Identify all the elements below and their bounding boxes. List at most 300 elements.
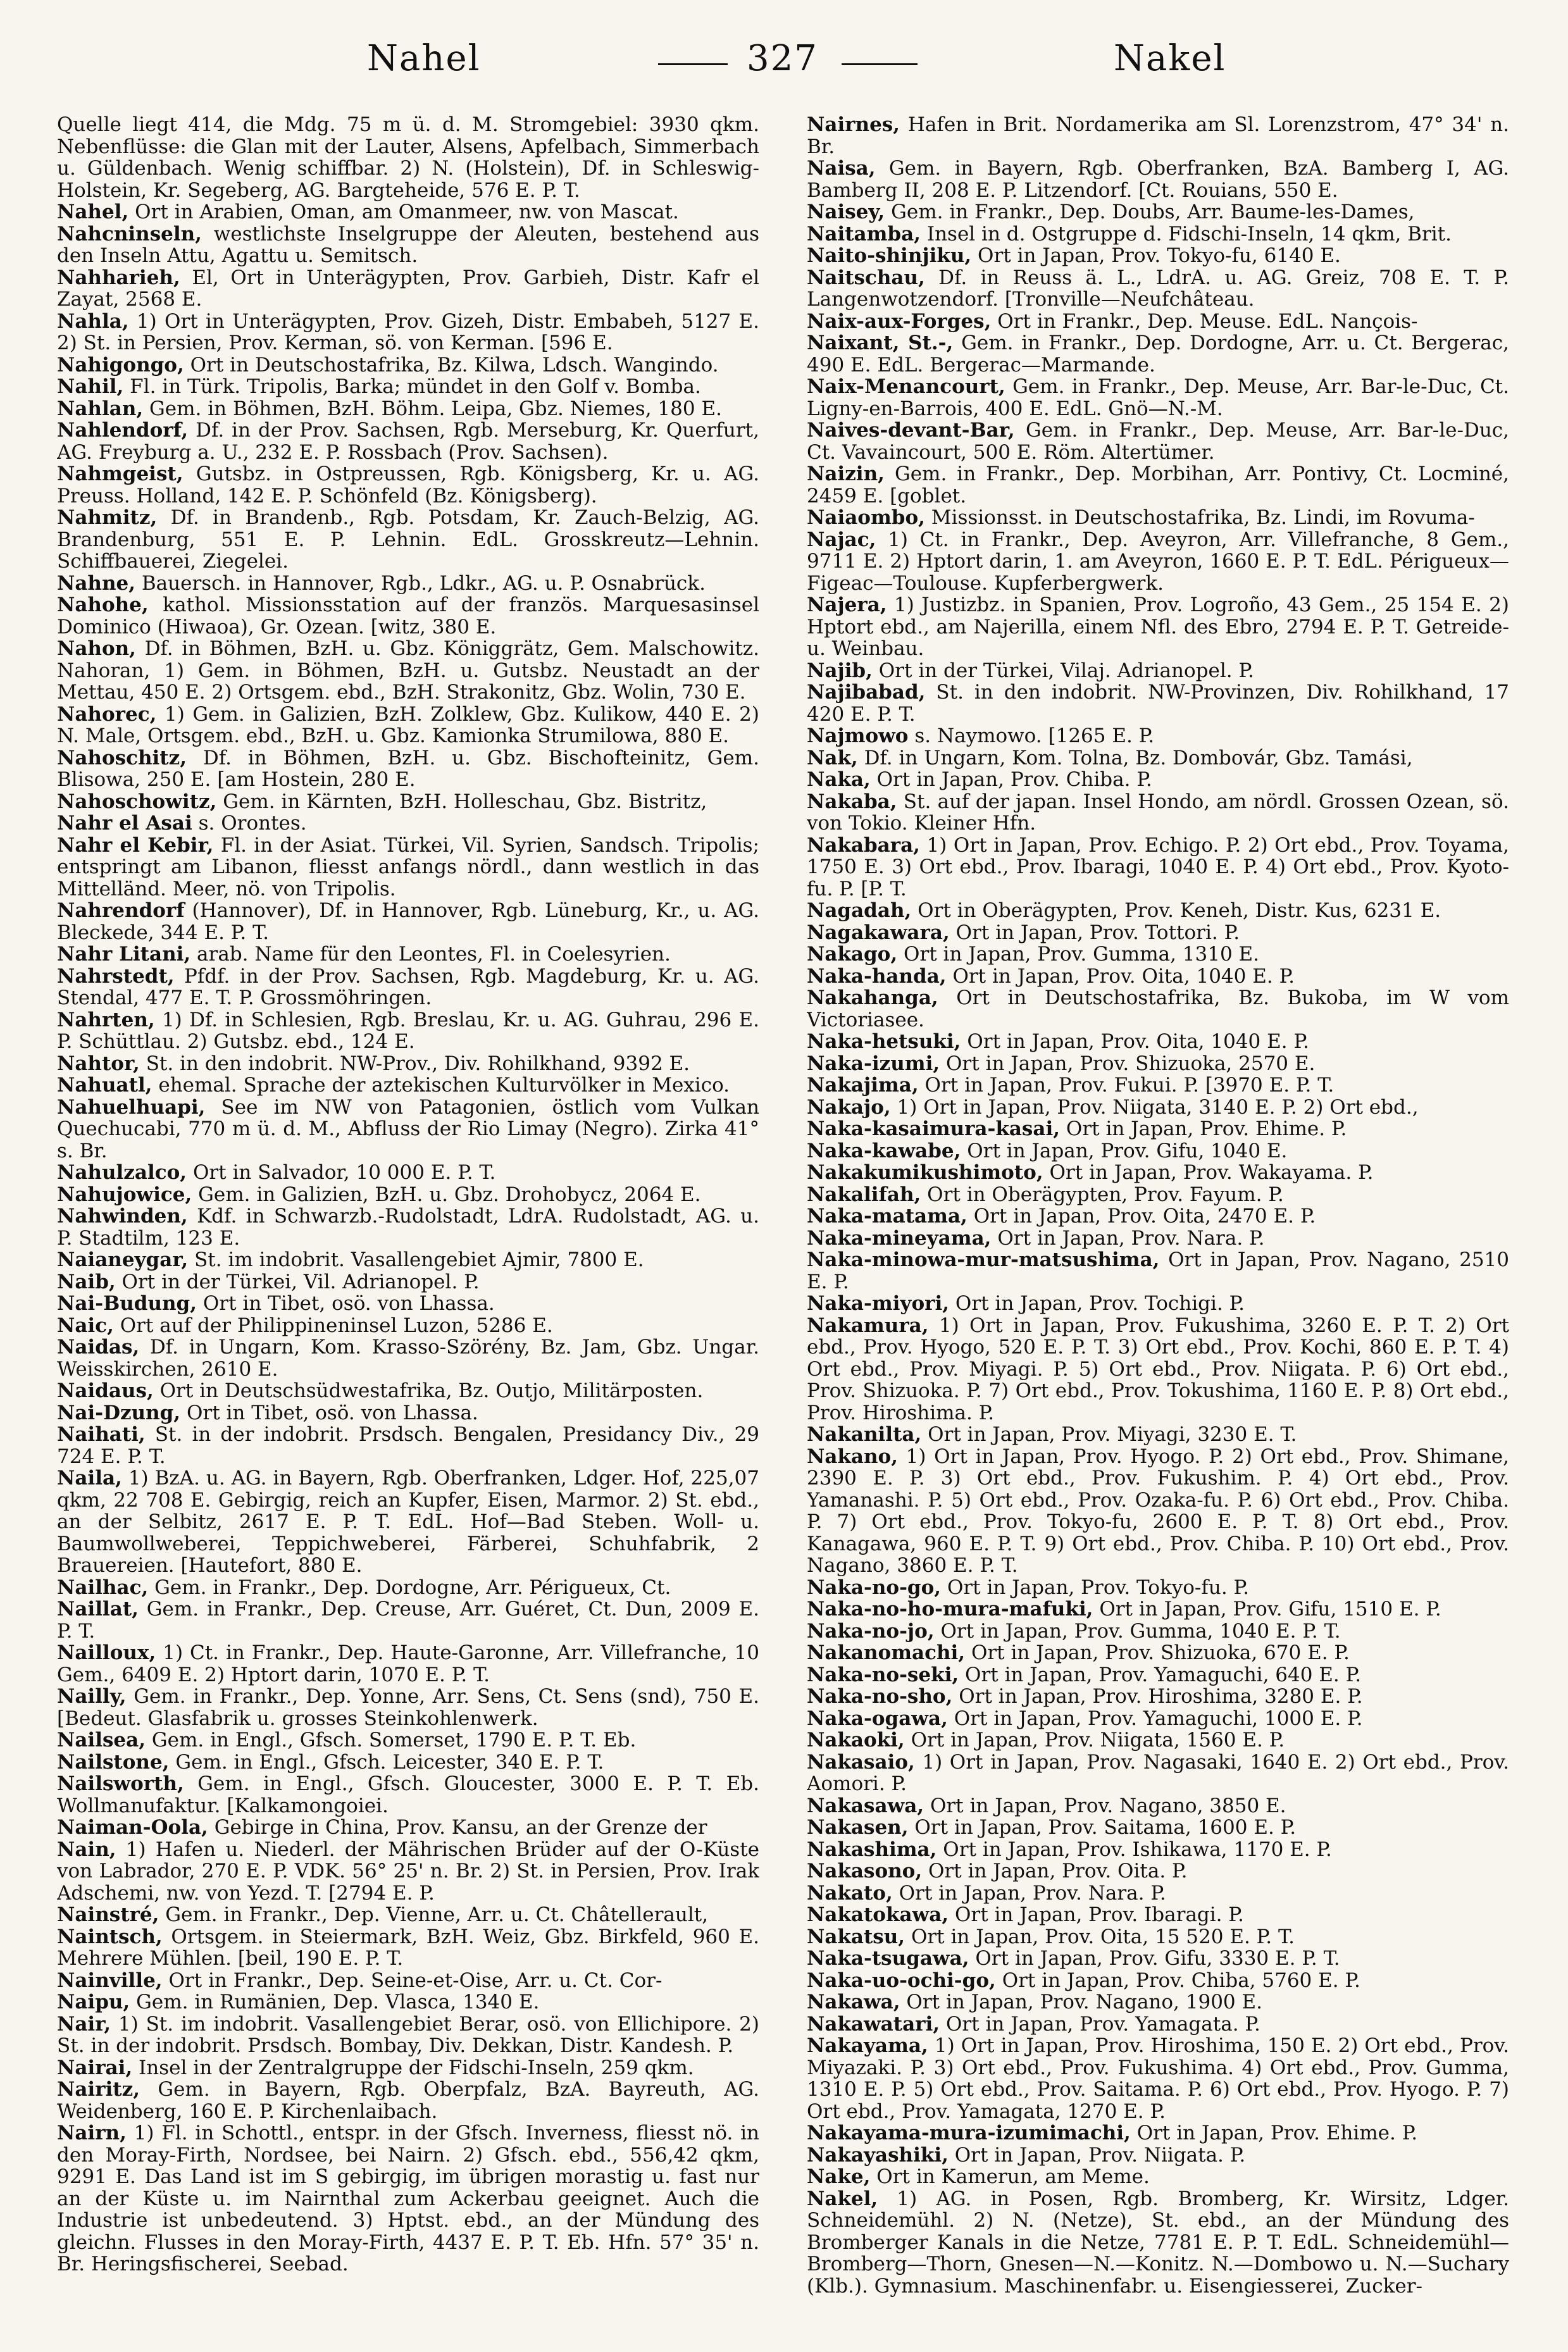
entry-headword: Naito-shinjiku, <box>807 244 972 267</box>
entry-text: Gem. in Bayern, Rgb. Oberpfalz, BzA. Bayreuth, AG. Weidenberg, 160 E. P. Kirchenlaibach. <box>57 2078 759 2123</box>
dictionary-entry <box>807 1642 1509 1664</box>
dictionary-entry <box>807 1948 1509 1970</box>
entry-headword: Nairn, <box>57 2122 127 2144</box>
entry-headword: Nakano, <box>807 1445 898 1468</box>
dictionary-entry <box>807 1293 1509 1315</box>
entry-headword: Naka-ogawa, <box>807 1707 948 1730</box>
entry-headword: Nakakumikushimoto, <box>807 1161 1043 1184</box>
entry-headword: Nairai, <box>57 2056 133 2079</box>
entry-headword: Naka-izumi, <box>807 1052 940 1075</box>
dictionary-entry <box>57 1642 759 1686</box>
entry-text: Pfdf. in der Prov. Sachsen, Rgb. Magdeburg, Kr. u. AG. Stendal, 477 E. T. P. Grossmöhringen. <box>57 964 759 1009</box>
entry-headword: Nahrstedt, <box>57 964 175 988</box>
entry-text: Ort in Japan, Prov. Yamaguchi, 640 E. P. <box>965 1663 1362 1686</box>
entry-headword: Nakajo, <box>807 1095 891 1119</box>
dictionary-entry <box>57 943 759 966</box>
entry-text: Ort in Japan, Prov. Nagano, 1900 E. <box>906 1991 1262 2013</box>
entry-headword: Nahon, <box>57 637 136 660</box>
entry-headword: Nahmgeist, <box>57 463 184 485</box>
entry-headword: Naka-matama, <box>807 1205 968 1228</box>
entry-text: Gem. in Bayern, Rgb. Oberfranken, BzA. Bamberg I, AG. Bamberg II, 208 E. P. Litzendorf. [Ct. Rouians, 550 E. <box>807 157 1509 202</box>
entry-headword: Nakawatari, <box>807 2012 940 2036</box>
dictionary-entry <box>57 354 759 376</box>
entry-headword: Nai-Budung, <box>57 1292 197 1315</box>
dictionary-entry <box>807 747 1509 769</box>
dictionary-entry <box>807 507 1509 529</box>
entry-headword: Nair, <box>57 2012 111 2036</box>
entry-text: Gem. in Frankr., Dep. Doubs, Arr. Baume-les-Dames, <box>891 201 1415 223</box>
dictionary-entry <box>57 900 759 943</box>
dictionary-entry <box>807 529 1509 595</box>
entry-text: Gem. in Kärnten, BzH. Holleschau, Gbz. Bistritz, <box>223 790 707 813</box>
entry-text: Ort in Japan, Prov. Saitama, 1600 E. P. <box>914 1816 1297 1839</box>
dictionary-entry <box>57 1380 759 1402</box>
entry-headword: Nahorec, <box>57 702 157 726</box>
dictionary-entry <box>807 1752 1509 1795</box>
entry-headword: Naianeygar, <box>57 1248 189 1271</box>
entry-headword: Nainville, <box>57 1969 163 1992</box>
dictionary-entry <box>807 1970 1509 1992</box>
entry-headword: Nahoschitz, <box>57 746 187 769</box>
entry-text: Ort in Japan, Prov. Nagano, 3850 E. <box>930 1794 1286 1817</box>
entry-text: Hafen in Brit. Nordamerika am Sl. Lorenzstrom, 47° 34' n. Br. <box>807 114 1509 158</box>
entry-text: Ort in Japan, Prov. Shizuoka, 670 E. P. <box>971 1641 1350 1664</box>
entry-text: 1) Gem. in Galizien, BzH. Zolklew, Gbz. Kulikow, 440 E. 2) N. Male, Ortsgem. ebd., BzH. u. Gbz. Kamionka Strumilowa, 880 E. <box>57 702 759 747</box>
entry-text: Ort in Tibet, osö. von Lhassa. <box>186 1401 478 1424</box>
entry-headword: Nakasono, <box>807 1860 923 1882</box>
dictionary-entry <box>807 1205 1509 1228</box>
entry-headword: Nakashima, <box>807 1838 937 1861</box>
entry-text: 1) Ort in Japan, Prov. Echigo. P. 2) Ort ebd., Prov. Toyama, 1750 E. 3) Ort ebd., Prov. Ibaragi, 1040 E. P. 4) Ort ebd., Prov. Kyoto-fu. P. [P. T. <box>807 833 1509 900</box>
entry-text: Ort in Japan, Prov. Gumma, 1310 E. <box>904 943 1260 966</box>
entry-text: Kdf. in Schwarzb.-Rudolstadt, LdrA. Rudolstadt, AG. u. P. Stadtilm, 123 E. <box>57 1205 759 1250</box>
dictionary-entry <box>57 1293 759 1315</box>
entry-headword: Naidaus, <box>57 1379 154 1402</box>
entry-text: 1) Ort in Japan, Prov. Hiroshima, 150 E. 2) Ort ebd., Prov. Miyazaki. P. 3) Ort ebd., Prov. Fukushima. 4) Ort ebd., Prov. Gumma, 1310 E. P. 5) Ort ebd., Prov. Saitama. P. 6) Ort ebd., Prov. Hyogo. P. 7) Ort ebd., Prov. Yamagata, 1270 E. P. <box>807 2034 1509 2123</box>
entry-headword: Naitschau, <box>807 266 925 289</box>
entry-text: Df. in der Prov. Sachsen, Rgb. Merseburg, Kr. Querfurt, AG. Freyburg a. U., 232 E. P. Rossbach (Prov. Sachsen). <box>57 419 759 464</box>
entry-headword: Najmowo <box>807 725 909 747</box>
dictionary-entry <box>807 769 1509 791</box>
entry-text: Gem. in Frankr., Dep. Meuse, Arr. Bar-le-Duc, Ct. Ligny-en-Barrois, 400 E. EdL. Gnö—N.-M. <box>807 375 1509 420</box>
dictionary-entry <box>57 507 759 573</box>
dictionary-entry <box>807 1817 1509 1839</box>
dictionary-entry <box>57 1315 759 1337</box>
entry-headword: Nakayashiki, <box>807 2143 949 2167</box>
entry-headword: Nakahanga, <box>807 986 938 1009</box>
dictionary-entry <box>807 1839 1509 1861</box>
dictionary-entry <box>807 332 1509 376</box>
entry-text: 1) Df. in Schlesien, Rgb. Breslau, Kr. u. AG. Guhrau, 296 E. P. Schüttlau. 2) Gutsbz. ebd., 124 E. <box>57 1008 759 1053</box>
dictionary-entry <box>57 1467 759 1577</box>
entry-text: Missionsst. in Deutschostafrika, Bz. Lindi, im Rovuma- <box>931 506 1475 529</box>
entry-headword: Najibabad, <box>807 681 926 704</box>
entry-text: Ort in Japan, Prov. Oita. P. <box>928 1860 1188 1882</box>
entry-text: Ort in Oberägypten, Prov. Keneh, Distr. Kus, 6231 E. <box>918 899 1441 922</box>
entry-text: 1) AG. in Posen, Rgb. Bromberg, Kr. Wirsitz, Ldger. Schneidemühl. 2) N. (Netze), St. ebd., an der Mündung des Bromberger Kanals in die Netze, 7781 E. P. T. EdL. Schneidemühl—Bromberg—Thorn, Gnesen—N.—Konitz. N.—Dombowo u. N.—Suchary (Klb.). Gymnasium. Maschinenfabr. u. Eisengiesserei, Zucker- <box>807 2187 1509 2298</box>
dictionary-entry <box>807 681 1509 725</box>
dictionary-entry <box>807 2013 1509 2036</box>
entry-text: 1) Ort in Unterägypten, Prov. Gizeh, Distr. Embabeh, 5127 E. 2) St. in Persien, Prov. Kerman, sö. von Kerman. [596 E. <box>57 309 759 354</box>
dictionary-entry <box>57 594 759 638</box>
dictionary-entry <box>57 1991 759 2013</box>
dictionary-entry <box>807 463 1509 507</box>
dictionary-entry <box>807 1904 1509 1926</box>
entry-text: Ort in Japan, Prov. Ibaragi. P. <box>954 1903 1244 1926</box>
entry-headword: Nakayama, <box>807 2034 928 2057</box>
entry-headword: Naka-minowa-mur-matsushima, <box>807 1248 1160 1271</box>
entry-headword: Nakawa, <box>807 1991 900 2013</box>
dictionary-entry <box>807 1074 1509 1097</box>
entry-text: Ort in Japan, Prov. Shizuoka, 2570 E. <box>946 1052 1316 1075</box>
entry-text: (Hannover), Df. in Hannover, Rgb. Lüneburg, Kr., u. AG. Bleckede, 344 E. P. T. <box>57 899 759 944</box>
entry-text: Ort in Frankr., Dep. Meuse. EdL. Nançois- <box>997 309 1418 333</box>
entry-text: Gem. in Böhmen, BzH. Böhm. Leipa, Gbz. Niemes, 180 E. <box>149 397 722 420</box>
entry-headword: Nain, <box>57 1838 116 1861</box>
entry-text: Ort in Japan, Prov. Miyagi, 3230 E. T. <box>928 1423 1297 1446</box>
entry-headword: Nakaoki, <box>807 1729 905 1752</box>
entry-text: Ort in Oberägypten, Prov. Fayum. P. <box>927 1183 1284 1206</box>
dictionary-entry <box>807 943 1509 966</box>
dictionary-entry <box>807 1664 1509 1686</box>
dictionary-entry <box>807 223 1509 246</box>
dictionary-entry <box>807 900 1509 922</box>
dictionary-entry <box>57 791 759 813</box>
entry-text: 1) Ort in Japan, Prov. Hyogo. P. 2) Ort ebd., Prov. Shimane, 2390 E. P. 3) Ort ebd., Prov. Fukushim. P. 4) Ort ebd., Prov. Yamanashi. P. 5) Ort ebd., Prov. Ozaka-fu. P. 6) Ort ebd., Prov. Chiba. P. 7) Ort ebd., Prov. Tokyo-fu, 2600 E. P. T. 8) Ort ebd., Prov. Kanagawa, 960 E. P. T. 9) Ort ebd., Prov. Chiba. P. 10) Ort ebd., Prov. Nagano, 3860 E. P. T. <box>807 1445 1509 1577</box>
entry-headword: Nakabara, <box>807 833 920 857</box>
entry-text: Ort in Japan, Prov. Oita, 2470 E. P. <box>973 1205 1316 1228</box>
entry-headword: Naic, <box>57 1314 114 1337</box>
entry-text: Ort in Japan, Prov. Oita, 1040 E. P. <box>952 964 1295 988</box>
entry-text: See im NW von Patagonien, östlich vom Vulkan Quechucabi, 770 m ü. d. M., Abfluss der Rio Limay (Negro). Zirka 41° s. Br. <box>57 1095 759 1162</box>
entry-text: westlichste Inselgruppe der Aleuten, bestehend aus den Inseln Attu, Agattu u. Semitsch. <box>57 222 759 267</box>
entry-headword: Nainstré, <box>57 1903 159 1926</box>
entry-headword: Nahohe, <box>57 594 149 616</box>
entry-headword: Nahulzalco, <box>57 1161 187 1184</box>
entry-headword: Naka-hetsuki, <box>807 1030 961 1053</box>
dictionary-entry <box>807 1031 1509 1053</box>
entry-text: s. Naymowo. [1265 E. P. <box>914 725 1155 747</box>
dictionary-entry <box>57 1926 759 1970</box>
entry-text: Fl. in der Asiat. Türkei, Vil. Syrien, Sandsch. Tripolis; entspringt am Libanon, fliesst anfangs nördl., dann westlich in das Mittelländ. Meer, nö. von Tripolis. <box>57 833 759 900</box>
entry-text: 1) Fl. in Schottl., entspr. in der Gfsch. Inverness, fliesst nö. in den Moray-Firth, Nordsee, bei Nairn. 2) Gfsch. ebd., 556,42 qkm, 9291 E. Das Land ist im S gebirgig, im übrigen morastig u. fast nur an der Küste u. im Nairnthal zum Ackerbau geeignet. Auch die Industrie ist unbedeutend. 3) Hptst. ebd., an der Mündung des gleichn. Flusses in den Moray-Firth, 4437 E. P. T. Eb. Hfn. 57° 35' n. Br. Heringsfischerei, Seebad. <box>57 2122 759 2275</box>
entry-headword: Nakamura, <box>807 1314 929 1337</box>
dictionary-entry <box>807 791 1509 835</box>
entry-headword: Naka-handa, <box>807 964 947 988</box>
right-column <box>807 114 1509 2329</box>
dictionary-entry <box>57 201 759 223</box>
entry-text: Ort in Salvador, 10 000 E. P. T. <box>192 1161 496 1184</box>
dictionary-entry <box>57 704 759 747</box>
dictionary-entry <box>57 573 759 595</box>
entry-text: s. Orontes. <box>198 812 307 835</box>
entry-text: Df. in Ungarn, Kom. Tolna, Bz. Dombovár, Gbz. Tamási, <box>864 746 1413 769</box>
entry-headword: Nakaba, <box>807 790 897 813</box>
entry-text: Gem. in Frankr., Dep. Dordogne, Arr. Périgueux, Ct. <box>154 1576 671 1599</box>
dictionary-entry <box>57 114 759 201</box>
entry-text: Df. in Brandenb., Rgb. Potsdam, Kr. Zauch-Belzig, AG. Brandenburg, 551 E. P. Lehnin. EdL. Grosskreutz—Lehnin. Schiffbauerei, Ziegelei. <box>57 506 759 573</box>
entry-headword: Naka-mineyama, <box>807 1226 992 1250</box>
entry-text: Gem. in Rumänien, Dep. Vlasca, 1340 E. <box>136 1991 540 2013</box>
entry-text: Ort in Japan, Prov. Nara. P. <box>899 1881 1166 1905</box>
entry-headword: Nahla, <box>57 309 129 333</box>
dictionary-entry <box>807 1882 1509 1905</box>
entry-text: Gebirge in China, Prov. Kansu, an der Grenze der <box>214 1816 707 1839</box>
entry-text: 1) Ct. in Frankr., Dep. Aveyron, Arr. Villefranche, 8 Gem., 9711 E. 2) Hptort darin, 1. am Aveyron, 1660 E. P. T. EdL. Périgueux—Figeac—Toulouse. Kupferbergwerk. <box>807 528 1509 595</box>
entry-text: St. auf der japan. Insel Hondo, am nördl. Grossen Ozean, sö. von Tokio. Kleiner Hfn. <box>807 790 1509 835</box>
dictionary-entry <box>57 2057 759 2079</box>
dictionary-entry <box>807 1729 1509 1752</box>
entry-text: Ort in Japan, Prov. Chiba, 5760 E. P. <box>1002 1969 1360 1992</box>
dictionary-entry <box>57 1686 759 1729</box>
dictionary-entry <box>807 114 1509 158</box>
dictionary-entry <box>807 2122 1509 2144</box>
left-column <box>57 114 759 2329</box>
dictionary-entry <box>807 2035 1509 2122</box>
entry-text: Gem. in Frankr., Dep. Dordogne, Arr. u. Ct. Bergerac, 490 E. EdL. Bergerac—Marmande. <box>807 332 1509 376</box>
entry-text: Ort in Japan, Prov. Yamagata. P. <box>945 2012 1260 2036</box>
dictionary-entry <box>57 835 759 900</box>
entry-text: Ort in Japan, Prov. Gifu, 1040 E. <box>967 1139 1288 1162</box>
entry-text: Fl. in Türk. Tripolis, Barka; mündet in den Golf v. Bomba. <box>130 375 701 398</box>
entry-text: St. in den indobrit. NW-Provinzen, Div. Rohilkhand, 17 420 E. P. T. <box>807 681 1509 726</box>
entry-headword: Naiaombo, <box>807 506 925 529</box>
entry-text: Gem. in Engl., Gfsch. Somerset, 1790 E. P. T. Eb. <box>151 1729 637 1752</box>
entry-text: Ort in Deutschsüdwestafrika, Bz. Outjo, Militärposten. <box>159 1379 704 1402</box>
entry-headword: Nahujowice, <box>57 1183 192 1206</box>
entry-text: Ort in der Türkei, Vilaj. Adrianopel. P. <box>878 659 1254 682</box>
dictionary-entry <box>807 1140 1509 1162</box>
dictionary-entry <box>807 1315 1509 1424</box>
entry-headword: Naila, <box>57 1467 122 1490</box>
entry-headword: Nailloux, <box>57 1641 156 1664</box>
dictionary-entry <box>57 966 759 1009</box>
entry-text: Ort in Japan, Prov. Ehime. P. <box>1136 2122 1418 2144</box>
dictionary-entry <box>807 1249 1509 1293</box>
entry-text: Ort in Deutschostafrika, Bz. Kilwa, Ldsch. Wangindo. <box>190 353 719 376</box>
entry-headword: Naives-devant-Bar, <box>807 419 1015 442</box>
entry-headword: Nakel, <box>807 2187 878 2210</box>
dictionary-entry <box>57 1970 759 1992</box>
dictionary-entry <box>57 1839 759 1905</box>
entry-text: Ortsgem. in Steiermark, BzH. Weiz, Gbz. Birkfeld, 960 E. Mehrere Mühlen. [beil, 190 E. P. T. <box>57 1925 759 1970</box>
dictionary-entry <box>807 1097 1509 1119</box>
entry-headword: Nahil, <box>57 375 124 398</box>
entry-headword: Nahwinden, <box>57 1205 188 1228</box>
entry-headword: Nailly, <box>57 1685 127 1708</box>
entry-headword: Nakanilta, <box>807 1423 922 1446</box>
entry-headword: Nakasen, <box>807 1816 909 1839</box>
entry-headword: Naintsch, <box>57 1925 163 1948</box>
entry-text: 1) Ort in Japan, Prov. Niigata, 3140 E. P. 2) Ort ebd., <box>897 1095 1419 1119</box>
entry-text: Ort in Japan, Prov. Oita, 1040 E. P. <box>967 1030 1309 1053</box>
entry-headword: Nairitz, <box>57 2078 140 2101</box>
entry-headword: Nakajima, <box>807 1074 919 1097</box>
dictionary-entry <box>57 1773 759 1817</box>
entry-text: Ort in Deutschostafrika, Bz. Bukoba, im W vom Victoriasee. <box>807 986 1509 1031</box>
dictionary-entry <box>57 223 759 267</box>
entry-text: Ort in Japan, Prov. Gumma, 1040 E. P. T. <box>940 1619 1341 1643</box>
dictionary-entry <box>57 1336 759 1380</box>
dictionary-entry <box>807 1446 1509 1577</box>
entry-text: Gem. in Engl., Gfsch. Leicester, 340 E. P. T. <box>175 1750 604 1774</box>
entry-headword: Najac, <box>807 528 876 551</box>
dictionary-entry <box>57 1053 759 1075</box>
entry-text: Gutsbz. in Ostpreussen, Rgb. Königsberg, Kr. u. AG. Preuss. Holland, 142 E. P. Schönfeld (Bz. Königsberg). <box>57 463 759 507</box>
dictionary-entry <box>807 1424 1509 1446</box>
entry-text: Ort in Japan, Prov. Chiba. P. <box>876 768 1152 791</box>
entry-text: Ort in Japan, Prov. Oita, 15 520 E. P. T. <box>911 1925 1295 1948</box>
entry-headword: Nahlan, <box>57 397 144 420</box>
entry-headword: Naidas, <box>57 1336 140 1359</box>
dictionary-entry <box>807 922 1509 944</box>
entry-text: Ort in Japan, Prov. Nara. P. <box>997 1226 1265 1250</box>
dictionary-entry <box>57 1074 759 1097</box>
entry-text: Ort in Japan, Prov. Hiroshima, 3280 E. P. <box>959 1685 1363 1708</box>
entry-text: Df. in Böhmen, BzH. u. Gbz. Bischofteinitz, Gem. Blisowa, 250 E. [am Hostein, 280 E. <box>57 746 759 791</box>
dictionary-entry <box>57 1097 759 1162</box>
entry-text: kathol. Missionsstation auf der französ. Marquesasinsel Dominico (Hiwaoa), Gr. Ozean. [witz, 380 E. <box>57 594 759 638</box>
dictionary-entry <box>807 245 1509 267</box>
entry-headword: Naillat, <box>57 1598 139 1621</box>
dictionary-entry <box>57 1009 759 1053</box>
entry-headword: Naka-kasaimura-kasai, <box>807 1117 1061 1140</box>
entry-text: Ort in Tibet, osö. von Lhassa. <box>202 1292 495 1315</box>
entry-headword: Nahoschowitz, <box>57 790 217 813</box>
entry-text: Gem. in Frankr., Dep. Morbihan, Arr. Pontivy, Ct. Locminé, 2459 E. [goblet. <box>807 463 1509 507</box>
entry-text: 1) Ort in Japan, Prov. Fukushima, 3260 E. P. T. 2) Ort ebd., Prov. Hyogo, 520 E. P. T. 3) Ort ebd., Prov. Kochi, 860 E. P. T. 4) Ort ebd., Prov. Miyagi. P. 5) Ort ebd., Prov. Niigata. P. 6) Ort ebd., Prov. Shizuoka. P. 7) Ort ebd., Prov. Tokushima, 1160 E. P. 8) Ort ebd., Prov. Hiroshima. P. <box>807 1314 1509 1424</box>
dictionary-entry <box>57 267 759 311</box>
dictionary-entry <box>57 1904 759 1926</box>
entry-headword: Nahr el Asai <box>57 812 192 835</box>
dictionary-entry <box>57 1817 759 1839</box>
entry-headword: Naka-no-ho-mura-mafuki, <box>807 1598 1093 1621</box>
entry-text: Gem. in Frankr., Dep. Yonne, Arr. Sens, Ct. Sens (snd), 750 E. [Bedeut. Glasfabrik u. grosses Steinkohlenwerk. <box>57 1685 759 1730</box>
dictionary-entry <box>57 1402 759 1424</box>
dictionary-entry <box>807 1991 1509 2013</box>
entry-text: Ort in Frankr., Dep. Seine-et-Oise, Arr. u. Ct. Cor- <box>168 1969 663 1992</box>
dictionary-entry <box>57 1424 759 1467</box>
entry-text: Insel in d. Ostgruppe d. Fidschi-Inseln, 14 qkm, Brit. <box>926 222 1452 246</box>
entry-text: Ort in Japan, Prov. Fukui. P. [3970 E. P. T. <box>924 1074 1335 1097</box>
entry-text: Ort in Japan, Prov. Wakayama. P. <box>1049 1161 1374 1184</box>
entry-text: ehemal. Sprache der aztekischen Kulturvölker in Mexico. <box>158 1074 730 1097</box>
dictionary-entry <box>807 1184 1509 1206</box>
dictionary-entry <box>57 1162 759 1184</box>
dictionary-entry <box>807 201 1509 223</box>
entry-headword: Nai-Dzung, <box>57 1401 181 1424</box>
entry-headword: Naihati, <box>57 1423 146 1446</box>
dictionary-entry <box>57 638 759 704</box>
entry-headword: Nailstone, <box>57 1750 170 1774</box>
dictionary-entry <box>807 1795 1509 1817</box>
entry-headword: Nahel, <box>57 201 129 223</box>
entry-headword: Nakato, <box>807 1881 893 1905</box>
entry-text: Ort in Japan, Prov. Ishikawa, 1170 E. P. <box>943 1838 1332 1861</box>
dictionary-entry <box>807 1860 1509 1882</box>
entry-headword: Nakanomachi, <box>807 1641 966 1664</box>
dictionary-entry <box>807 835 1509 900</box>
entry-headword: Nakasaio, <box>807 1750 915 1774</box>
entry-headword: Nahrendorf <box>57 899 185 922</box>
entry-headword: Naiman-Oola, <box>57 1816 208 1839</box>
dictionary-entry <box>807 1708 1509 1730</box>
entry-text: Ort in Japan, Prov. Niigata, 1560 E. P. <box>911 1729 1285 1752</box>
dictionary-entry <box>57 398 759 420</box>
entry-text: 1) Ct. in Frankr., Dep. Haute-Garonne, Arr. Villefranche, 10 Gem., 6409 E. 2) Hptort darin, 1070 E. P. T. <box>57 1641 759 1686</box>
entry-headword: Nailsworth, <box>57 1772 184 1795</box>
entry-headword: Naka-no-jo, <box>807 1619 935 1643</box>
dictionary-entry <box>57 1729 759 1752</box>
entry-headword: Naizin, <box>807 463 885 485</box>
entry-text: 1) St. im indobrit. Vasallengebiet Berar, osö. von Ellichipore. 2) St. in der indobrit. Prsdsch. Bombay, Div. Dekkan, Distr. Kandesh. P. <box>57 2012 759 2057</box>
entry-text: Ort in Arabien, Oman, am Omanmeer, nw. von Mascat. <box>135 201 679 223</box>
entry-headword: Nahuatl, <box>57 1074 152 1097</box>
entry-headword: Naka-tsugawa, <box>807 1947 969 1970</box>
dictionary-entry <box>57 420 759 463</box>
entry-headword: Naka-no-seki, <box>807 1663 959 1686</box>
dictionary-entry <box>807 1228 1509 1250</box>
entry-text: St. in der indobrit. Prsdsch. Bengalen, Presidancy Div., 29 724 E. P. T. <box>57 1423 759 1468</box>
dictionary-entry <box>807 376 1509 420</box>
entry-headword: Naka, <box>807 768 871 791</box>
dictionary-entry <box>807 1686 1509 1708</box>
entry-text: Ort in Japan, Prov. Tochigi. P. <box>955 1292 1245 1315</box>
dictionary-entry <box>57 1249 759 1271</box>
entry-text: Quelle liegt 414, die Mdg. 75 m ü. d. M. Stromgebiel: 3930 qkm. Nebenflüsse: die Glan mit der Lauter, Alsens, Apfelbach, Simmerbach u. Güldenbach. Wenig schiffbar. 2) N. (Holstein), Df. in Schleswig-Holstein, Kr. Segeberg, AG. Bargteheide, 576 E. P. T. <box>57 114 759 202</box>
dictionary-entry <box>807 1118 1509 1140</box>
entry-headword: Nagakawara, <box>807 921 950 944</box>
dictionary-entry <box>57 812 759 835</box>
entry-headword: Naitamba, <box>807 222 921 246</box>
header-rule-left <box>658 63 728 65</box>
dictionary-entry <box>57 747 759 791</box>
entry-headword: Nailhac, <box>57 1576 149 1599</box>
dictionary-entry <box>807 1162 1509 1184</box>
dictionary-entry <box>57 2013 759 2057</box>
entry-headword: Nagadah, <box>807 899 912 922</box>
dictionary-entry <box>807 158 1509 201</box>
dictionary-entry <box>807 1621 1509 1643</box>
dictionary-entry <box>807 660 1509 682</box>
entry-text: Ort in Japan, Prov. Tokyo-fu, 6140 E. <box>978 244 1341 267</box>
entry-text: Gem. in Frankr., Dep. Meuse, Arr. Bar-le-Duc, Ct. Vavaincourt, 500 E. Röm. Altertümer. <box>807 419 1509 464</box>
entry-headword: Nahharieh, <box>57 266 180 289</box>
entry-headword: Naipu, <box>57 1991 130 2013</box>
dictionary-entry <box>807 1926 1509 1948</box>
dictionary-entry <box>57 1577 759 1599</box>
dictionary-entry <box>807 2166 1509 2188</box>
header-rule-right <box>842 63 918 65</box>
entry-text: Ort auf der Philippineninsel Luzon, 5286 E. <box>120 1314 553 1337</box>
entry-headword: Nahigongo, <box>57 353 184 376</box>
entry-text: Ort in Kamerun, am Meme. <box>876 2165 1150 2188</box>
entry-text: Ort in der Türkei, Vil. Adrianopel. P. <box>121 1270 480 1293</box>
dictionary-entry <box>57 376 759 398</box>
entry-headword: Nak, <box>807 746 858 769</box>
dictionary-entry <box>57 1752 759 1774</box>
entry-headword: Naib, <box>57 1270 116 1293</box>
entry-text: Ort in Japan, Prov. Yamaguchi, 1000 E. P. <box>954 1707 1363 1730</box>
page-number: 327 <box>747 38 818 79</box>
dictionary-entry <box>57 463 759 507</box>
dictionary-entry <box>807 267 1509 311</box>
entry-text: Ort in Japan, Prov. Tottori. P. <box>955 921 1240 944</box>
entry-text: Ort in Japan, Prov. Ehime. P. <box>1066 1117 1347 1140</box>
entry-headword: Naka-no-go, <box>807 1576 942 1599</box>
dictionary-entry <box>807 1053 1509 1075</box>
dictionary-entry <box>57 2079 759 2122</box>
